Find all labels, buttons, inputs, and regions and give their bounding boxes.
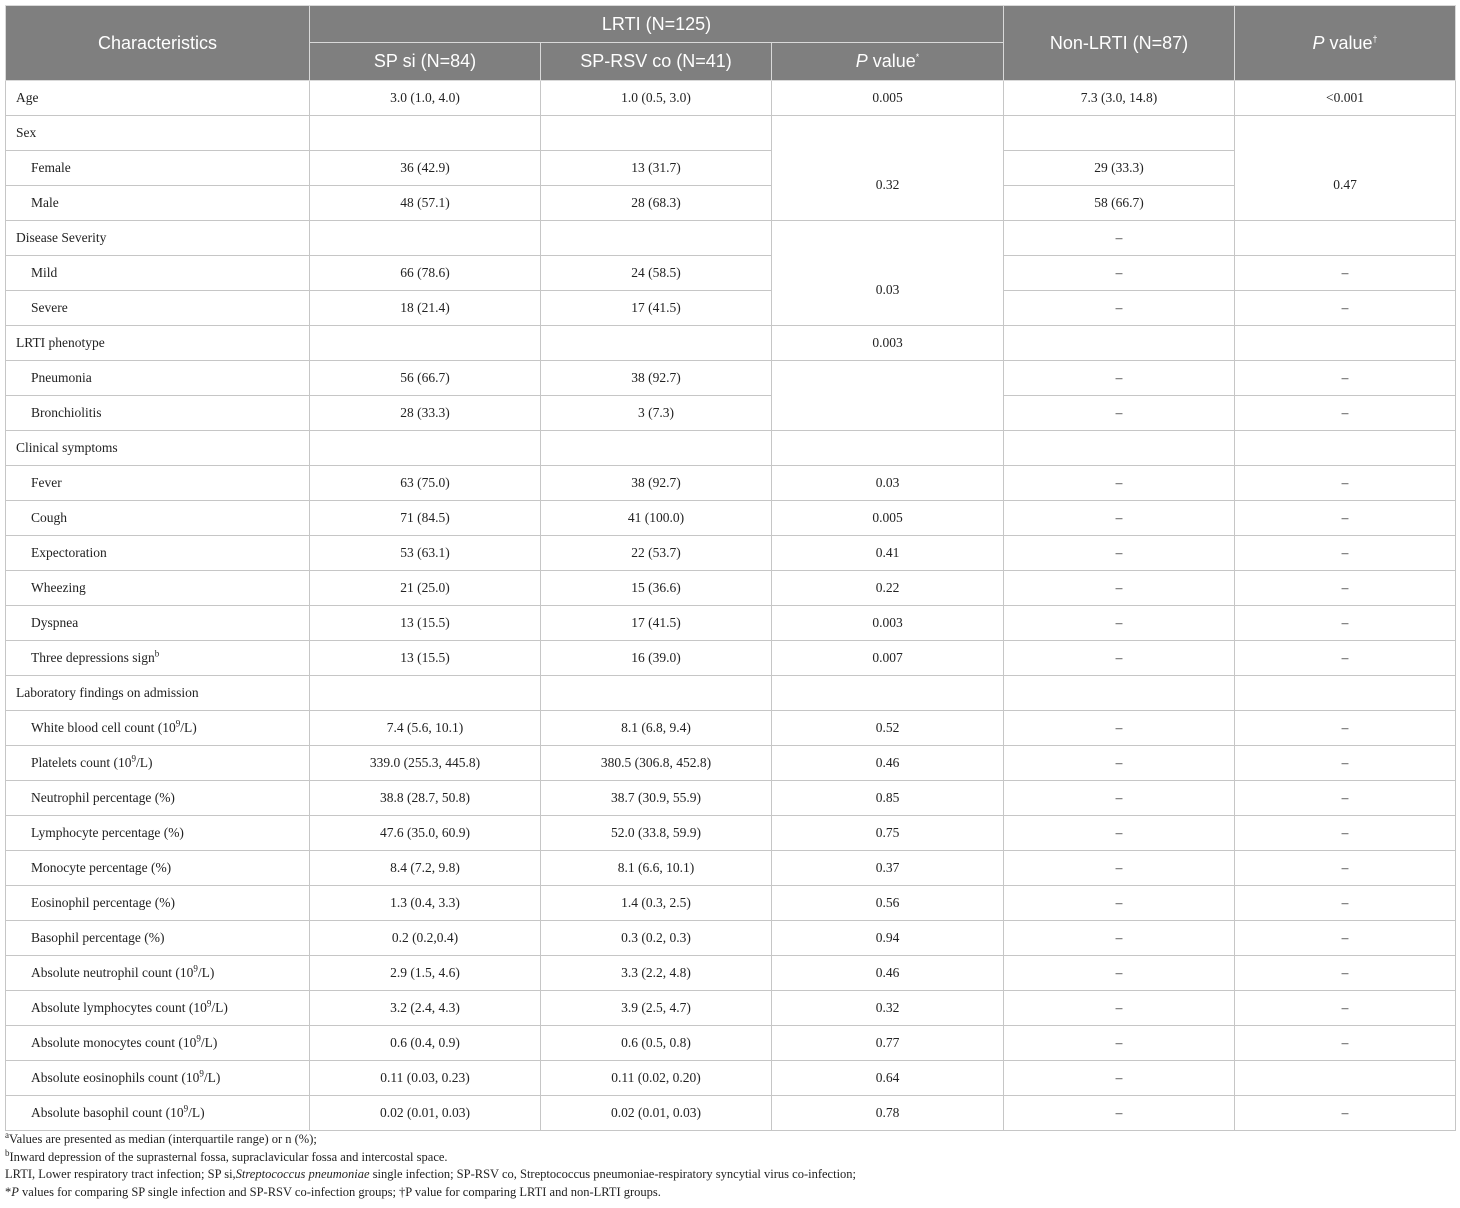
cell-sp-si: 56 (66.7) [310, 361, 541, 396]
cell-sp-si [310, 326, 541, 361]
header-characteristics: Characteristics [6, 6, 310, 81]
cell-sp-si: 66 (78.6) [310, 256, 541, 291]
table-row [6, 711, 1456, 746]
cell-p-value-lrti: – [1235, 361, 1456, 396]
cell-sp-si: 0.11 (0.03, 0.23) [310, 1061, 541, 1096]
header-p-value-sp: P value* [772, 43, 1004, 81]
cell-sp-rsv-co: 38 (92.7) [541, 466, 772, 501]
cell-sp-rsv-co: 1.4 (0.3, 2.5) [541, 886, 772, 921]
cell-sp-si: 8.4 (7.2, 9.8) [310, 851, 541, 886]
row-label: Absolute eosinophils count $(10^9/L)$ [6, 1061, 310, 1096]
row-label: Basophil percentage (%) [6, 921, 310, 956]
cell-sp-si: 13 (15.5) [310, 641, 541, 676]
cell-p-value-lrti: – [1235, 641, 1456, 676]
cell-sp-rsv-co: 13 (31.7) [541, 151, 772, 186]
table-row [6, 991, 1456, 1026]
cell-p-value-lrti: – [1235, 711, 1456, 746]
cell-sp-rsv-co: 0.11 (0.02, 0.20) [541, 1061, 772, 1096]
cell-p-value-lrti: – [1235, 1026, 1456, 1061]
cell-p-value-lrti [1235, 1061, 1456, 1096]
cell-p-value-sp: 0.78 [772, 1096, 1004, 1131]
footnote-abbreviations: LRTI, Lower respiratory tract infection; SP si,Streptococcus pneumoniae single infection; SP-RSV co, Streptococcus pneumoniae-respiratory syncytial virus co-infection; [5, 1167, 857, 1181]
cell-sp-si: 38.8 (28.7, 50.8) [310, 781, 541, 816]
cell-sp-si: 21 (25.0) [310, 571, 541, 606]
row-label: Absolute basophil count $(10^9/L)$ [6, 1096, 310, 1131]
table-row [6, 1061, 1456, 1096]
cell-sp-rsv-co: 28 (68.3) [541, 186, 772, 221]
cell-sp-rsv-co [541, 431, 772, 466]
cell-non-lrti: – [1004, 606, 1235, 641]
cell-p-value-sp: 0.003 [772, 326, 1004, 361]
table-row [6, 956, 1456, 991]
cell-p-value-lrti: – [1235, 991, 1456, 1026]
characteristics-table [5, 5, 1456, 1131]
table-row [6, 1096, 1456, 1131]
cell-sp-rsv-co: 0.6 (0.5, 0.8) [541, 1026, 772, 1061]
cell-p-value-lrti: – [1235, 956, 1456, 991]
cell-p-value-lrti: – [1235, 746, 1456, 781]
cell-sp-rsv-co [541, 116, 772, 151]
row-label: Platelets count $(10^9/L)$ [6, 746, 310, 781]
cell-sp-si: 1.3 (0.4, 3.3) [310, 886, 541, 921]
cell-sp-si: 18 (21.4) [310, 291, 541, 326]
cell-p-value-sp: 0.03 [772, 256, 1004, 326]
table-row [6, 221, 1456, 256]
table-row [6, 886, 1456, 921]
cell-non-lrti: – [1004, 886, 1235, 921]
cell-sp-rsv-co [541, 326, 772, 361]
cell-p-value-lrti [1235, 676, 1456, 711]
cell-sp-si: 28 (33.3) [310, 396, 541, 431]
table-row [6, 466, 1456, 501]
row-label: Clinical symptoms [6, 431, 310, 466]
cell-sp-si: 63 (75.0) [310, 466, 541, 501]
header-sp-si: SP si (N=84) [310, 43, 541, 81]
table-row [6, 431, 1456, 466]
cell-sp-rsv-co: 41 (100.0) [541, 501, 772, 536]
cell-sp-rsv-co: 0.3 (0.2, 0.3) [541, 921, 772, 956]
table-row [6, 151, 1456, 186]
footnote-a: $^a$Values are presented as median (interquartile range) or n (%); [5, 1129, 317, 1146]
table-row [6, 396, 1456, 431]
row-label: LRTI phenotype [6, 326, 310, 361]
cell-p-value-sp: 0.85 [772, 781, 1004, 816]
cell-non-lrti: – [1004, 291, 1235, 326]
row-label: Male [6, 186, 310, 221]
row-label: Bronchiolitis [6, 396, 310, 431]
cell-p-value-lrti: – [1235, 606, 1456, 641]
cell-sp-si [310, 431, 541, 466]
cell-p-value-sp [772, 431, 1004, 466]
cell-p-value-lrti: – [1235, 781, 1456, 816]
cell-p-value-lrti: <0.001 [1235, 81, 1456, 116]
cell-p-value-sp: 0.003 [772, 606, 1004, 641]
cell-non-lrti: – [1004, 921, 1235, 956]
row-label: Laboratory findings on admission [6, 676, 310, 711]
table-row [6, 81, 1456, 116]
cell-sp-rsv-co: 380.5 (306.8, 452.8) [541, 746, 772, 781]
cell-sp-rsv-co: 38 (92.7) [541, 361, 772, 396]
cell-non-lrti: – [1004, 501, 1235, 536]
cell-p-value-lrti: 0.47 [1235, 151, 1456, 221]
table-footnotes [5, 1131, 1455, 1201]
table-row [6, 781, 1456, 816]
row-label: Disease Severity [6, 221, 310, 256]
cell-sp-si [310, 116, 541, 151]
cell-p-value-sp: 0.77 [772, 1026, 1004, 1061]
header-sp-rsv-co: SP-RSV co (N=41) [541, 43, 772, 81]
cell-sp-si: 71 (84.5) [310, 501, 541, 536]
cell-p-value-sp: 0.52 [772, 711, 1004, 746]
table-row [6, 1026, 1456, 1061]
cell-p-value-sp: 0.75 [772, 816, 1004, 851]
cell-p-value-lrti: – [1235, 816, 1456, 851]
table-row [6, 816, 1456, 851]
cell-p-value-lrti [1235, 431, 1456, 466]
row-label: Monocyte percentage (%) [6, 851, 310, 886]
cell-p-value-lrti: – [1235, 886, 1456, 921]
table-row [6, 536, 1456, 571]
cell-sp-si: 2.9 (1.5, 4.6) [310, 956, 541, 991]
cell-non-lrti: – [1004, 711, 1235, 746]
row-label: Pneumonia [6, 361, 310, 396]
cell-sp-si: 0.2 (0.2,0.4) [310, 921, 541, 956]
cell-non-lrti: – [1004, 1061, 1235, 1096]
cell-sp-si: 3.0 (1.0, 4.0) [310, 81, 541, 116]
cell-sp-si [310, 221, 541, 256]
cell-non-lrti: – [1004, 466, 1235, 501]
cell-p-value-sp [772, 116, 1004, 151]
row-label: Absolute neutrophil count $(10^9/L)$ [6, 956, 310, 991]
header-non-lrti: Non-LRTI (N=87) [1004, 6, 1235, 81]
row-label: Eosinophil percentage (%) [6, 886, 310, 921]
cell-sp-rsv-co [541, 676, 772, 711]
cell-p-value-lrti: – [1235, 396, 1456, 431]
row-label: Fever [6, 466, 310, 501]
cell-sp-rsv-co: 24 (58.5) [541, 256, 772, 291]
table-row [6, 116, 1456, 151]
row-label: Lymphocyte percentage (%) [6, 816, 310, 851]
cell-sp-rsv-co: 17 (41.5) [541, 291, 772, 326]
cell-p-value-sp: 0.46 [772, 956, 1004, 991]
cell-non-lrti: – [1004, 361, 1235, 396]
row-label: Cough [6, 501, 310, 536]
cell-non-lrti: – [1004, 221, 1235, 256]
cell-sp-si [310, 676, 541, 711]
cell-sp-rsv-co: 22 (53.7) [541, 536, 772, 571]
cell-sp-rsv-co: 17 (41.5) [541, 606, 772, 641]
cell-non-lrti: – [1004, 851, 1235, 886]
row-label: Neutrophil percentage (%) [6, 781, 310, 816]
cell-sp-si: 7.4 (5.6, 10.1) [310, 711, 541, 746]
cell-non-lrti: – [1004, 991, 1235, 1026]
row-label: Mild [6, 256, 310, 291]
cell-sp-si: 53 (63.1) [310, 536, 541, 571]
cell-sp-rsv-co: 16 (39.0) [541, 641, 772, 676]
cell-p-value-lrti: – [1235, 571, 1456, 606]
footnote-b: $^b$Inward depression of the suprasternal fossa, supraclavicular fossa and intercostal space. [5, 1147, 448, 1164]
row-label: Three depressions sign$^b$ [6, 641, 310, 676]
cell-sp-rsv-co: 0.02 (0.01, 0.03) [541, 1096, 772, 1131]
row-label: Severe [6, 291, 310, 326]
header-lrti-group: LRTI (N=125) [310, 6, 1004, 43]
cell-non-lrti [1004, 116, 1235, 151]
cell-p-value-sp: 0.56 [772, 886, 1004, 921]
cell-non-lrti: – [1004, 746, 1235, 781]
cell-p-value-sp: 0.64 [772, 1061, 1004, 1096]
cell-sp-rsv-co: 52.0 (33.8, 59.9) [541, 816, 772, 851]
cell-sp-si: 13 (15.5) [310, 606, 541, 641]
cell-non-lrti [1004, 676, 1235, 711]
table-row [6, 606, 1456, 641]
table-row [6, 501, 1456, 536]
cell-non-lrti: – [1004, 641, 1235, 676]
cell-p-value-sp [772, 361, 1004, 431]
row-label: Absolute monocytes count $(10^9/L)$ [6, 1026, 310, 1061]
cell-non-lrti: – [1004, 956, 1235, 991]
table-row [6, 746, 1456, 781]
cell-p-value-sp: 0.41 [772, 536, 1004, 571]
cell-non-lrti: – [1004, 1026, 1235, 1061]
cell-non-lrti [1004, 326, 1235, 361]
cell-non-lrti: 29 (33.3) [1004, 151, 1235, 186]
table-row [6, 256, 1456, 291]
cell-p-value-sp [772, 221, 1004, 256]
cell-p-value-sp: 0.94 [772, 921, 1004, 956]
cell-p-value-sp: 0.22 [772, 571, 1004, 606]
cell-p-value-lrti: – [1235, 291, 1456, 326]
table-row [6, 291, 1456, 326]
cell-sp-rsv-co: 3.3 (2.2, 4.8) [541, 956, 772, 991]
cell-p-value-lrti [1235, 116, 1456, 151]
table-row [6, 571, 1456, 606]
cell-p-value-lrti: – [1235, 256, 1456, 291]
row-label: White blood cell count $(10^9/L)$ [6, 711, 310, 746]
cell-sp-rsv-co: 15 (36.6) [541, 571, 772, 606]
table-row [6, 641, 1456, 676]
row-label: Dyspnea [6, 606, 310, 641]
row-label: Female [6, 151, 310, 186]
cell-sp-si: 3.2 (2.4, 4.3) [310, 991, 541, 1026]
table-row [6, 851, 1456, 886]
cell-p-value-sp: 0.03 [772, 466, 1004, 501]
cell-non-lrti: – [1004, 396, 1235, 431]
cell-sp-rsv-co: 8.1 (6.6, 10.1) [541, 851, 772, 886]
cell-p-value-sp: 0.37 [772, 851, 1004, 886]
cell-p-value-lrti [1235, 221, 1456, 256]
cell-p-value-sp: 0.005 [772, 81, 1004, 116]
cell-sp-rsv-co: 8.1 (6.8, 9.4) [541, 711, 772, 746]
cell-p-value-lrti: – [1235, 921, 1456, 956]
table-row [6, 676, 1456, 711]
cell-p-value-lrti: – [1235, 536, 1456, 571]
cell-p-value-lrti: – [1235, 851, 1456, 886]
cell-p-value-lrti [1235, 326, 1456, 361]
cell-sp-rsv-co: 1.0 (0.5, 3.0) [541, 81, 772, 116]
row-label: Absolute lymphocytes count $(10^9/L)$ [6, 991, 310, 1026]
cell-sp-si: 36 (42.9) [310, 151, 541, 186]
row-label: Expectoration [6, 536, 310, 571]
cell-p-value-sp: 0.007 [772, 641, 1004, 676]
header-p-value-lrti-vs-non: P value† [1235, 6, 1456, 81]
row-label: Age [6, 81, 310, 116]
cell-sp-si: 339.0 (255.3, 445.8) [310, 746, 541, 781]
table-row [6, 361, 1456, 396]
table-row [6, 326, 1456, 361]
cell-sp-si: 48 (57.1) [310, 186, 541, 221]
table-row [6, 921, 1456, 956]
cell-sp-si: 0.6 (0.4, 0.9) [310, 1026, 541, 1061]
cell-non-lrti: – [1004, 256, 1235, 291]
cell-sp-si: 47.6 (35.0, 60.9) [310, 816, 541, 851]
cell-p-value-sp: 0.46 [772, 746, 1004, 781]
cell-sp-rsv-co [541, 221, 772, 256]
cell-sp-si: 0.02 (0.01, 0.03) [310, 1096, 541, 1131]
cell-sp-rsv-co: 3.9 (2.5, 4.7) [541, 991, 772, 1026]
cell-p-value-sp: 0.005 [772, 501, 1004, 536]
cell-p-value-lrti: – [1235, 501, 1456, 536]
cell-non-lrti: – [1004, 571, 1235, 606]
cell-non-lrti: 58 (66.7) [1004, 186, 1235, 221]
cell-sp-rsv-co: 3 (7.3) [541, 396, 772, 431]
cell-sp-rsv-co: 38.7 (30.9, 55.9) [541, 781, 772, 816]
cell-p-value-lrti: – [1235, 466, 1456, 501]
row-label: Sex [6, 116, 310, 151]
cell-non-lrti: – [1004, 816, 1235, 851]
cell-p-value-sp: 0.32 [772, 991, 1004, 1026]
cell-p-value-sp [772, 676, 1004, 711]
cell-non-lrti: – [1004, 781, 1235, 816]
row-label: Wheezing [6, 571, 310, 606]
cell-p-value-lrti: – [1235, 1096, 1456, 1131]
footnote-p-values: *P values for comparing SP single infection and SP-RSV co-infection groups; †P value for comparing LRTI and non-LRTI groups. [5, 1184, 661, 1199]
cell-non-lrti: 7.3 (3.0, 14.8) [1004, 81, 1235, 116]
cell-non-lrti: – [1004, 536, 1235, 571]
cell-non-lrti: – [1004, 1096, 1235, 1131]
cell-non-lrti [1004, 431, 1235, 466]
cell-p-value-sp: 0.32 [772, 151, 1004, 221]
